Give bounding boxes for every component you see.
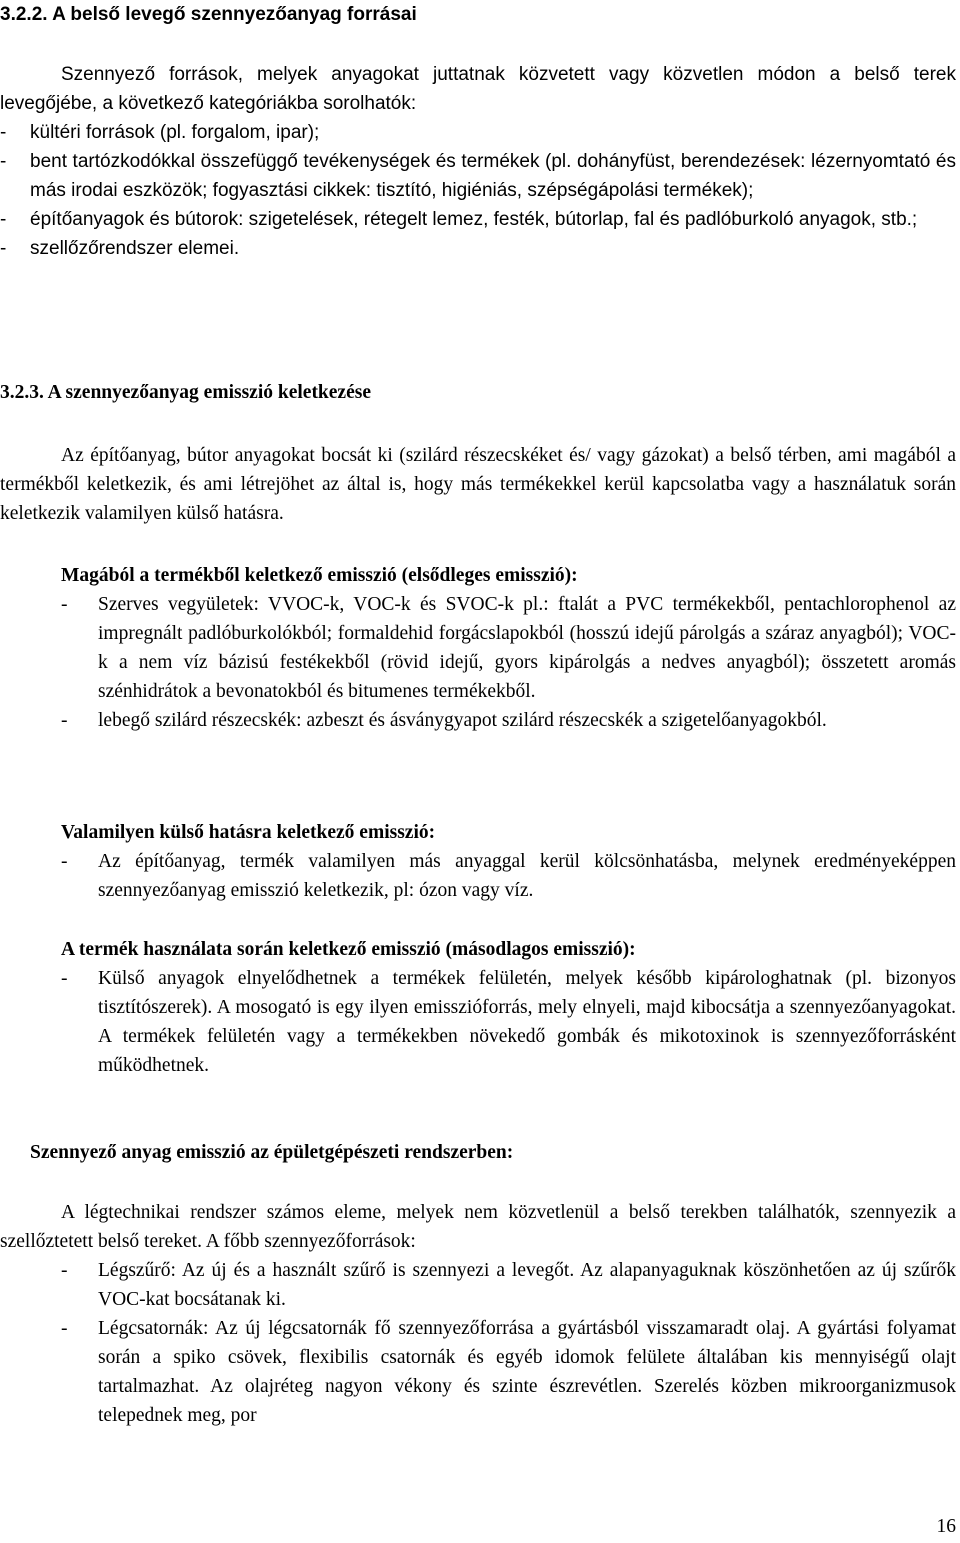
section-heading-3-2-3: 3.2.3. A szennyezőanyag emisszió keletkezése — [0, 382, 371, 403]
list-item-text: Szerves vegyületek: VVOC-k, VOC-k és SVOC-k pl.: ftalát a PVC termékekből, pentachlorophenol az impregnált padlóburkolókból; formaldehid forgácslapokból (hosszú idejű párolgás a száraz anyagból); VOC-k a nem víz bázisú festékekből (rövid idejű, gyors kipárolgás a nedves anyagból); összetett aromás szénhidrátok a bevonatokból és bitumenes termékekből. — [98, 594, 956, 702]
list-dash: - — [0, 209, 7, 230]
list-dash: - — [0, 122, 7, 143]
list-item-text: szellőzőrendszer elemei. — [30, 238, 240, 259]
list-dash: - — [61, 710, 68, 731]
list-item — [0, 1314, 956, 1430]
list-item — [0, 147, 956, 205]
page-number: 16 — [936, 1516, 956, 1537]
list-item — [0, 847, 956, 905]
list-dash: - — [61, 594, 68, 615]
list-item — [0, 706, 956, 735]
list-dash: - — [0, 238, 7, 259]
list-dash: - — [61, 851, 68, 872]
list-dash: - — [61, 968, 68, 989]
list-item — [0, 234, 956, 263]
list-item-text: Az építőanyag, termék valamilyen más anyaggal kerül kölcsönhatásba, melynek eredményeképpen szennyezőanyag emisszió keletkezik, pl: ózon vagy víz. — [98, 851, 956, 901]
list-item — [0, 964, 956, 1080]
subheading-primary-emission: Magából a termékből keletkező emisszió (elsődleges emisszió): — [61, 565, 578, 586]
paragraph-emission-intro: Az építőanyag, bútor anyagokat bocsát ki (szilárd részecskéket és/ vagy gázokat) a belső térben, ami magából a termékből keletkezik, és ami létrejöhet az által is, hogy más termékekkel kerül kapcsolatba vagy a használatuk során keletkezik valamilyen külső hatásra. — [0, 445, 956, 524]
section-heading-hvac-emission: Szennyező anyag emisszió az épületgépészeti rendszerben: — [30, 1142, 514, 1163]
paragraph-intro-sources: Szennyező források, melyek anyagokat juttatnak közvetett vagy közvetlen módon a belső terek levegőjébe, a következő kategóriákba sorolhatók: — [0, 64, 956, 114]
list-item-text: Légcsatornák: Az új légcsatornák fő szennyezőforrása a gyártásból visszamaradt olaj. A gyártási folyamat során a spiko csövek, flexibilis csatornák és egyéb idomok felülete általában kis mennyiségű olajt tartalmazhat. Az olajréteg nagyon vékony és szinte észrevétlen. Szerelés közben mikroorganizmusok telepednek meg, por — [98, 1318, 956, 1426]
list-item-text: kültéri források (pl. forgalom, ipar); — [30, 122, 320, 143]
list-item — [0, 205, 956, 234]
list-item — [0, 118, 956, 147]
list-item — [0, 1256, 956, 1314]
list-dash: - — [0, 151, 7, 172]
subheading-secondary-emission: A termék használata során keletkező emisszió (másodlagos emisszió): — [61, 939, 636, 960]
paragraph-hvac-intro: A légtechnikai rendszer számos eleme, melyek nem közvetlenül a belső terekben találhatók, szennyezik a szellőztetett belső tereket. A főbb szennyezőforrások: — [0, 1202, 956, 1252]
list-dash: - — [61, 1318, 68, 1339]
subheading-external-emission: Valamilyen külső hatásra keletkező emisszió: — [61, 822, 436, 843]
list-item-text: bent tartózkodókkal összefüggő tevékenységek és termékek (pl. dohányfüst, berendezések: lézernyomtató és más irodai eszközök; fogyasztási cikkek: tisztító, higiéniás, szépségápolási termékek); — [30, 151, 956, 201]
list-dash: - — [61, 1260, 68, 1281]
list-item — [0, 590, 956, 706]
list-item-text: építőanyagok és bútorok: szigetelések, rétegelt lemez, festék, bútorlap, fal és padlóburkoló anyagok, stb.; — [30, 209, 918, 230]
section-heading-3-2-2: 3.2.2. A belső levegő szennyezőanyag forrásai — [0, 4, 417, 25]
list-item-text: Külső anyagok elnyelődhetnek a termékek felületén, melyek később kipárologhatnak (pl. bizonyos tisztítószerek). A mosogató is egy ilyen emisszióforrás, mely elnyeli, majd kibocsátja a szennyezőanyagokat. A termékek felületén vagy a termékekben növekedő gombák és mikotoxinok is szennyezőforrásként működhetnek. — [98, 968, 956, 1076]
list-item-text: lebegő szilárd részecskék: azbeszt és ásványgyapot szilárd részecskék a szigetelőanyagokból. — [98, 710, 827, 731]
list-item-text: Légszűrő: Az új és a használt szűrő is szennyezi a levegőt. Az alapanyaguknak köszönhetően az új szűrők VOC-kat bocsátanak ki. — [98, 1260, 956, 1310]
